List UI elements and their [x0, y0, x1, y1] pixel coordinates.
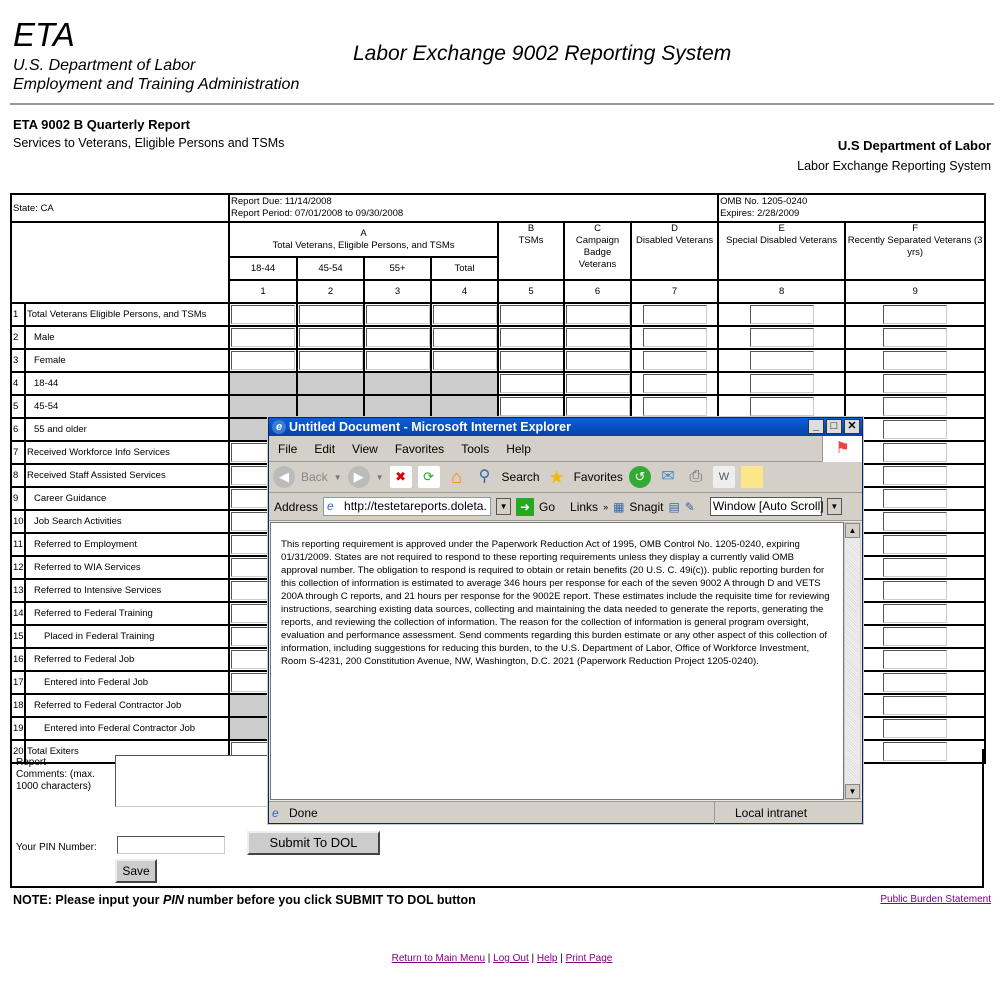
submit-to-dol-button[interactable]: Submit To DOL	[247, 831, 380, 855]
menu-tools[interactable]: Tools	[461, 441, 490, 456]
search-icon[interactable]: ⚲	[478, 468, 491, 485]
value-input[interactable]	[883, 466, 947, 485]
print-page-link[interactable]: Print Page	[565, 953, 613, 964]
home-icon[interactable]: ⌂	[451, 467, 462, 487]
value-cell	[845, 372, 985, 395]
report-dates	[229, 194, 718, 222]
row-number: 12	[11, 556, 25, 579]
value-input[interactable]	[500, 374, 564, 393]
row-label: 55 and older	[25, 418, 229, 441]
row-number: 1	[11, 303, 25, 326]
value-input[interactable]	[750, 305, 814, 324]
column-number: 1	[229, 280, 297, 303]
value-cell	[498, 326, 564, 349]
disabled-cell	[431, 372, 498, 395]
value-input[interactable]	[566, 351, 630, 370]
burden-statement: This reporting requirement is approved under the Paperwork Reduction Act of 1995, OMB Control No. 1205-0240, expiring 01/31/2009. States are not required to respond to these reporting requirements unless they display a currently valid OMB approval number. The obligation to respond is required to obtain or retain benefits (20 U.S. C. 49i(c)). public reporting burden for this collection of information is estimated to average 346 hours per response for each of the seven 9002 A through D and VETS 200A through C reports, and 21 hours per response for the 9002E report. These estimates include the requisite time for reviewing instructions, searching existing data sources, collecting and maintaining the data needed to generate the reports, generating the reports, and reviewing the collection of information. The reason for the collection of information is general program oversight, evaluation and performance assessment. Send comments regarding this burden estimate or any other aspect of this collection of information, including suggestions for reducing this burden, to the U.S. Department of Labor, Office of Workforce Investment, Room S-4231, 200 Constitution Avenue, NW, Washington, D.C. 2021 (Paperwork Reduction Project 1205-0240).	[270, 522, 844, 800]
favorites-star-icon[interactable]: ★	[548, 467, 565, 487]
public-burden-link[interactable]: Public Burden Statement	[880, 894, 991, 905]
disabled-cell	[431, 395, 498, 418]
omb-info	[718, 194, 985, 222]
omb-expires: Expires: 2/28/2009	[720, 208, 800, 219]
row-number: 19	[11, 717, 25, 740]
value-cell	[229, 349, 297, 372]
value-cell	[297, 303, 364, 326]
value-cell	[364, 349, 431, 372]
eta-logo-text: ETA	[13, 16, 75, 53]
value-cell	[564, 372, 631, 395]
col-letter: D	[671, 223, 678, 234]
value-cell	[845, 510, 985, 533]
back-label[interactable]: Back	[301, 470, 328, 484]
note-text: NOTE: Please input your	[13, 893, 164, 907]
row-number: 17	[11, 671, 25, 694]
back-icon[interactable]: ◀	[273, 466, 295, 488]
report-subtitle: Services to Veterans, Eligible Persons and TSMs	[13, 136, 285, 150]
value-input[interactable]	[883, 604, 947, 623]
edit-icon[interactable]: ✎	[684, 499, 695, 514]
refresh-icon[interactable]: ⟳	[418, 466, 440, 488]
links-label[interactable]: Links	[570, 499, 599, 514]
value-cell	[297, 326, 364, 349]
value-cell	[431, 303, 498, 326]
value-cell	[845, 694, 985, 717]
value-input[interactable]	[500, 351, 564, 370]
dol-name: U.S Department of Labor	[837, 138, 991, 153]
value-input[interactable]	[883, 420, 947, 439]
disabled-cell	[297, 395, 364, 418]
window-mode-dropdown[interactable]: ▼	[827, 498, 842, 515]
value-input[interactable]	[883, 558, 947, 577]
row-label: Job Search Activities	[25, 510, 229, 533]
value-input[interactable]	[750, 397, 814, 416]
history-icon[interactable]: ↺	[629, 466, 651, 488]
address-value: http://testetareports.doleta.	[344, 499, 487, 513]
value-cell	[718, 372, 845, 395]
minimize-button[interactable]: _	[808, 419, 824, 434]
col-title: Campaign Badge Veterans	[575, 235, 620, 270]
note-text-end: number before you click SUBMIT TO DOL button	[183, 893, 476, 907]
status-text: Done	[289, 806, 318, 820]
window-mode-select[interactable]: Window [Auto Scroll]	[710, 497, 822, 516]
row-label: Referred to Intensive Services	[25, 579, 229, 602]
value-cell	[364, 303, 431, 326]
row-number: 11	[11, 533, 25, 556]
value-cell	[845, 579, 985, 602]
col-letter: E	[778, 223, 785, 234]
value-cell	[845, 349, 985, 372]
col-c-header	[564, 222, 631, 280]
row-label: Male	[25, 326, 229, 349]
row-label: Referred to Employment	[25, 533, 229, 556]
row-label: Received Workforce Info Services	[25, 441, 229, 464]
menu-file[interactable]: File	[278, 441, 298, 456]
address-label: Address	[274, 499, 319, 514]
age-group-header: 45-54	[297, 257, 364, 280]
windows-logo-icon: ⚑	[822, 436, 862, 462]
close-button[interactable]: ✕	[844, 419, 860, 434]
disabled-cell	[297, 372, 364, 395]
footer-links: Return to Main Menu | Log Out | Help | Print Page	[391, 953, 613, 964]
row-number: 20	[11, 740, 25, 763]
age-group-header: Total	[431, 257, 498, 280]
word-icon[interactable]: W	[713, 466, 735, 488]
dol-system: Labor Exchange Reporting System	[797, 159, 991, 173]
row-number: 14	[11, 602, 25, 625]
value-input[interactable]	[883, 535, 947, 554]
title-bar[interactable]	[269, 418, 862, 436]
system-title: Labor Exchange 9002 Reporting System	[353, 42, 732, 65]
value-cell	[845, 464, 985, 487]
age-group-header: 55+	[364, 257, 431, 280]
menu-view[interactable]: View	[352, 441, 378, 456]
mail-icon[interactable]: ✉	[661, 468, 675, 485]
row-label: Total Veterans Eligible Persons, and TSMs	[25, 303, 229, 326]
value-cell	[498, 372, 564, 395]
main-menu-link[interactable]: Return to Main Menu	[391, 953, 486, 964]
row-number: 5	[11, 395, 25, 418]
value-cell	[845, 625, 985, 648]
disabled-cell	[364, 372, 431, 395]
row-number: 10	[11, 510, 25, 533]
value-input[interactable]	[433, 328, 497, 347]
report-title: ETA 9002 B Quarterly Report	[13, 117, 190, 132]
value-cell	[845, 648, 985, 671]
report-period: Report Period: 07/01/2008 to 09/30/2008	[231, 208, 404, 219]
value-cell	[845, 556, 985, 579]
table-row	[11, 349, 985, 372]
value-cell	[718, 326, 845, 349]
value-input[interactable]	[883, 397, 947, 416]
note-pin: PIN	[163, 893, 184, 907]
value-input[interactable]	[643, 397, 707, 416]
forward-icon[interactable]: ▶	[348, 466, 370, 488]
value-input[interactable]	[883, 374, 947, 393]
row-label: 18-44	[25, 372, 229, 395]
value-cell	[498, 303, 564, 326]
value-input[interactable]	[643, 374, 707, 393]
col-title: Special Disabled Veterans	[726, 235, 838, 246]
report-due: Report Due: 11/14/2008	[231, 196, 332, 207]
col-title: Recently Separated Veterans (3 yrs)	[847, 235, 983, 258]
col-a-letter: A	[360, 227, 367, 239]
stop-icon[interactable]: ✖	[390, 466, 412, 488]
row-label: Entered into Federal Job	[25, 671, 229, 694]
page-icon: e	[327, 499, 334, 513]
value-cell	[718, 303, 845, 326]
col-b-header	[498, 222, 564, 280]
value-input[interactable]	[883, 489, 947, 508]
col-title: TSMs	[518, 235, 544, 246]
value-input[interactable]	[883, 581, 947, 600]
value-cell	[631, 326, 718, 349]
row-label: Placed in Federal Training	[25, 625, 229, 648]
search-label[interactable]: Search	[501, 470, 540, 484]
toolbar: ◀ Back ▼ ▶ ▼ ✖ ⟳ ⌂ ⚲ Search ★ Favorites ↺ ✉ ⎙ W	[269, 462, 862, 493]
value-cell	[845, 717, 985, 740]
header-divider	[10, 103, 994, 105]
value-cell	[431, 326, 498, 349]
dept-name: U.S. Department of Labor	[13, 57, 196, 74]
zone-text: Local intranet	[714, 802, 807, 824]
value-cell	[564, 349, 631, 372]
col-e-header	[718, 222, 845, 280]
value-cell	[297, 349, 364, 372]
address-bar: Address e http://testetareports.doleta. ▼ ➜ Go Links » ▦ Snagit ▤ ✎ Window [Auto Scroll] ▼	[269, 493, 862, 521]
value-input[interactable]	[883, 512, 947, 531]
row-label: 45-54	[25, 395, 229, 418]
row-label: Referred to WIA Services	[25, 556, 229, 579]
row-label: Career Guidance	[25, 487, 229, 510]
value-input[interactable]	[433, 305, 497, 324]
column-number: 4	[431, 280, 498, 303]
favorites-label[interactable]: Favorites	[573, 470, 623, 484]
maximize-button[interactable]: □	[826, 419, 842, 434]
value-cell	[631, 349, 718, 372]
col-letter: B	[527, 223, 535, 234]
col-a-title: Total Veterans, Eligible Persons, and TSMs	[272, 239, 455, 251]
value-input[interactable]	[643, 328, 707, 347]
value-cell	[845, 395, 985, 418]
value-input[interactable]	[299, 328, 363, 347]
value-cell	[564, 395, 631, 418]
value-input[interactable]	[500, 328, 564, 347]
value-cell	[845, 418, 985, 441]
row-number: 13	[11, 579, 25, 602]
value-input[interactable]	[566, 305, 630, 324]
value-cell	[845, 303, 985, 326]
column-number: 8	[718, 280, 845, 303]
table-row	[11, 372, 985, 395]
value-input[interactable]	[643, 351, 707, 370]
col-d-header	[631, 222, 718, 280]
value-cell	[845, 533, 985, 556]
value-input[interactable]	[883, 351, 947, 370]
value-input[interactable]	[750, 374, 814, 393]
go-arrow-icon[interactable]: ➜	[516, 498, 534, 516]
menu-help[interactable]: Help	[506, 441, 531, 456]
row-number: 15	[11, 625, 25, 648]
value-input[interactable]	[231, 328, 295, 347]
disabled-cell	[364, 395, 431, 418]
value-input[interactable]	[883, 696, 947, 715]
disabled-cell	[229, 395, 297, 418]
pin-input[interactable]	[117, 836, 225, 854]
value-cell	[564, 326, 631, 349]
row-label: Referred to Federal Job	[25, 648, 229, 671]
value-input[interactable]	[883, 328, 947, 347]
value-cell	[364, 326, 431, 349]
capture-icon[interactable]: ▤	[668, 499, 680, 514]
value-cell	[718, 395, 845, 418]
column-number: 9	[845, 280, 985, 303]
value-cell	[229, 326, 297, 349]
value-cell	[631, 395, 718, 418]
disabled-cell	[229, 372, 297, 395]
table-row	[11, 303, 985, 326]
value-input[interactable]	[883, 305, 947, 324]
value-input[interactable]	[643, 305, 707, 324]
blank-header	[11, 222, 229, 303]
value-cell	[564, 303, 631, 326]
row-number: 9	[11, 487, 25, 510]
row-number: 3	[11, 349, 25, 372]
menu-favorites[interactable]: Favorites	[394, 441, 445, 456]
column-number: 6	[564, 280, 631, 303]
note-icon[interactable]	[741, 466, 763, 488]
scroll-down-icon[interactable]: ▼	[845, 784, 860, 799]
snagit-button[interactable]: Snagit	[629, 499, 664, 514]
row-number: 16	[11, 648, 25, 671]
age-group-header: 18-44	[229, 257, 297, 280]
address-input[interactable]	[323, 497, 491, 516]
vertical-scrollbar[interactable]	[844, 522, 861, 800]
value-cell	[498, 349, 564, 372]
value-cell	[718, 349, 845, 372]
value-input[interactable]	[750, 328, 814, 347]
state-cell: State: CA	[11, 194, 229, 222]
row-number: 4	[11, 372, 25, 395]
go-button[interactable]: Go	[539, 499, 556, 514]
report-comments-input[interactable]	[115, 755, 275, 807]
row-number: 7	[11, 441, 25, 464]
address-dropdown[interactable]: ▼	[496, 498, 511, 515]
log-out-link[interactable]: Log Out	[493, 953, 529, 964]
value-input[interactable]	[299, 351, 363, 370]
dol-label	[797, 136, 991, 176]
row-label: Female	[25, 349, 229, 372]
table-row	[11, 326, 985, 349]
col-letter: F	[912, 223, 919, 234]
col-f-header	[845, 222, 985, 280]
value-input[interactable]	[883, 443, 947, 462]
omb-number: OMB No. 1205-0240	[720, 196, 808, 207]
help-link[interactable]: Help	[536, 953, 558, 964]
value-input[interactable]	[231, 351, 295, 370]
value-input[interactable]	[883, 627, 947, 646]
value-input[interactable]	[299, 305, 363, 324]
value-cell	[845, 487, 985, 510]
value-cell	[845, 671, 985, 694]
col-a-header	[229, 222, 498, 257]
agency-name	[13, 56, 299, 94]
row-number: 6	[11, 418, 25, 441]
table-row	[11, 395, 985, 418]
ie-status-icon: e	[272, 806, 279, 820]
value-input[interactable]	[883, 719, 947, 738]
value-cell	[845, 441, 985, 464]
row-label: Total Exiters	[25, 740, 229, 763]
value-input[interactable]	[500, 305, 564, 324]
column-number: 7	[631, 280, 718, 303]
pin-note	[13, 893, 476, 907]
value-input[interactable]	[433, 351, 497, 370]
value-cell	[431, 349, 498, 372]
value-input[interactable]	[750, 351, 814, 370]
menu-edit[interactable]: Edit	[314, 441, 336, 456]
column-number: 5	[498, 280, 564, 303]
value-cell	[845, 326, 985, 349]
value-input[interactable]	[883, 673, 947, 692]
value-input[interactable]	[366, 351, 430, 370]
value-cell	[229, 303, 297, 326]
comments-label: Report Comments: (max. 1000 characters)	[16, 757, 95, 792]
row-number: 2	[11, 326, 25, 349]
value-cell	[631, 372, 718, 395]
value-input[interactable]	[366, 305, 430, 324]
col-title: Disabled Veterans	[636, 235, 714, 246]
value-input[interactable]	[566, 328, 630, 347]
value-input[interactable]	[566, 397, 630, 416]
window-title: Untitled Document - Microsoft Internet Explorer	[289, 420, 571, 434]
menu-bar	[269, 436, 862, 462]
row-label: Entered into Federal Contractor Job	[25, 717, 229, 740]
col-letter: C	[594, 223, 601, 234]
save-button[interactable]: Save	[115, 859, 157, 883]
row-number: 18	[11, 694, 25, 717]
status-bar	[269, 801, 862, 823]
value-cell	[845, 602, 985, 625]
print-icon[interactable]: ⎙	[689, 468, 703, 485]
value-input[interactable]	[231, 305, 295, 324]
value-input[interactable]	[500, 397, 564, 416]
ie-popup-window	[268, 417, 863, 824]
row-label: Received Staff Assisted Services	[25, 464, 229, 487]
row-label: Referred to Federal Training	[25, 602, 229, 625]
value-input[interactable]	[366, 328, 430, 347]
row-label: Referred to Federal Contractor Job	[25, 694, 229, 717]
value-cell	[498, 395, 564, 418]
snagit-icon[interactable]: ▦	[613, 499, 625, 514]
scroll-up-icon[interactable]: ▲	[845, 523, 860, 538]
column-number: 2	[297, 280, 364, 303]
admin-name: Employment and Training Administration	[13, 76, 300, 93]
value-input[interactable]	[883, 650, 947, 669]
value-cell	[631, 303, 718, 326]
value-input[interactable]	[566, 374, 630, 393]
ie-icon: e	[272, 420, 286, 434]
column-number: 3	[364, 280, 431, 303]
row-number: 8	[11, 464, 25, 487]
pin-label: Your PIN Number:	[16, 842, 97, 853]
